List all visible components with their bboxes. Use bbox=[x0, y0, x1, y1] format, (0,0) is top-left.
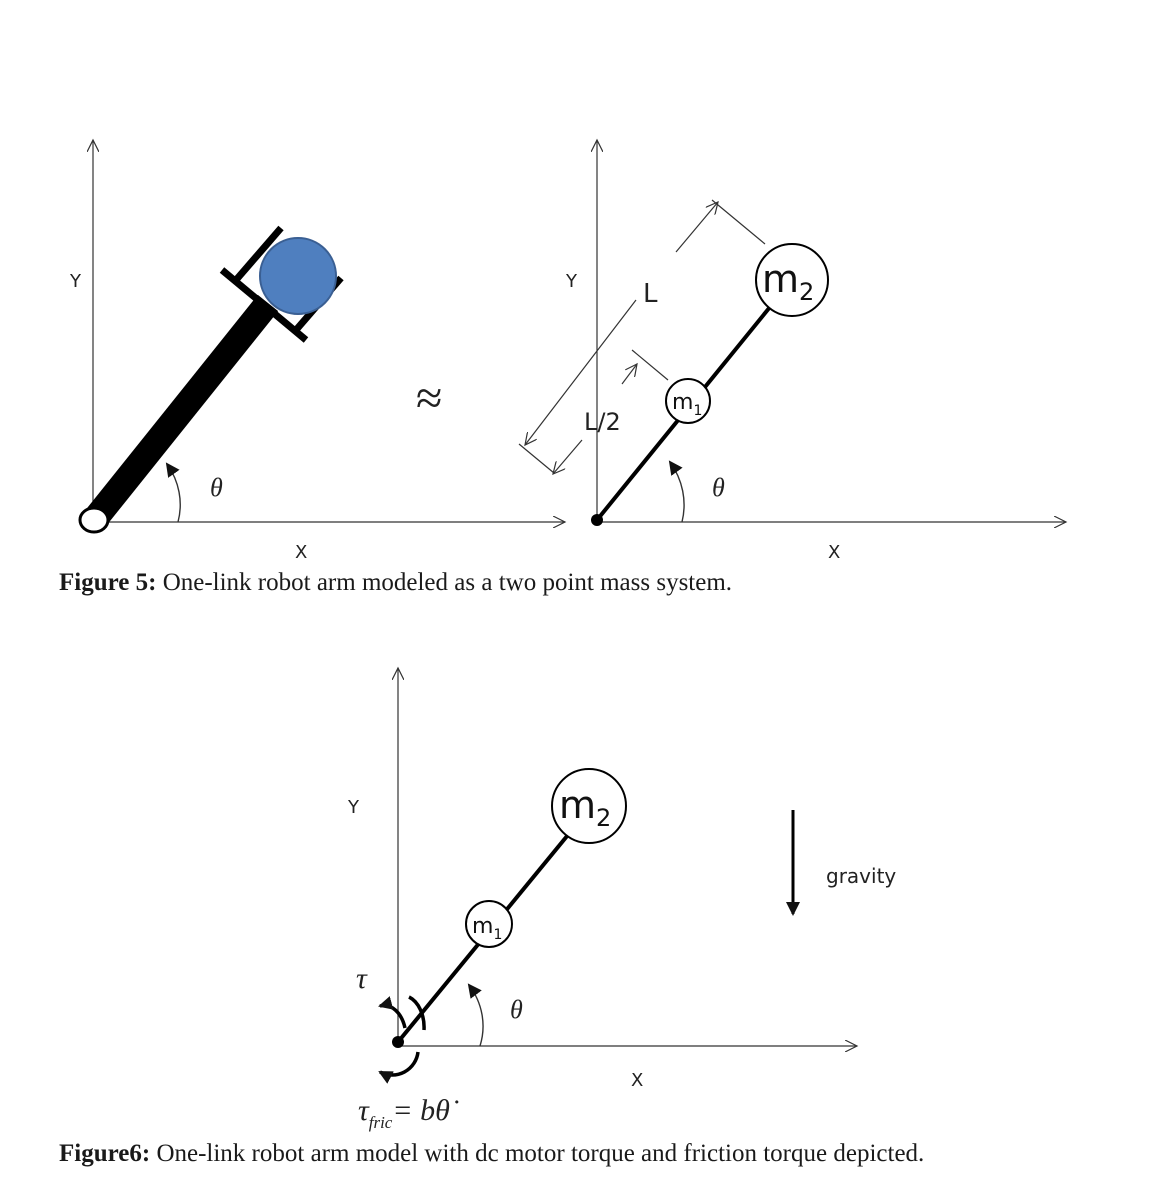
fig6-angle-arc bbox=[469, 985, 483, 1046]
fig5-L2-label: L/2 bbox=[584, 408, 621, 436]
fig6-gravity-label: gravity bbox=[826, 864, 897, 888]
figure6-caption-bold: Figure6: bbox=[59, 1140, 151, 1167]
figure5-caption-bold: Figure 5: bbox=[59, 569, 157, 596]
fig5-mass2-label: $m_2$ bbox=[762, 257, 815, 306]
fig5-right-theta: θ bbox=[712, 473, 725, 502]
fig5-payload-ball bbox=[260, 238, 336, 314]
fig5-L-label: L bbox=[643, 279, 658, 309]
fig6-mass2-label: $m_2$ bbox=[559, 783, 612, 832]
fig6-friction-arc bbox=[380, 1052, 418, 1075]
fig5-right-x-label: X bbox=[828, 542, 841, 563]
fig5-left-theta: θ bbox=[210, 473, 223, 502]
fig5-L2-dim-upper bbox=[622, 364, 637, 384]
fig6-torque-arc bbox=[380, 1005, 405, 1028]
fig6-theta: θ bbox=[510, 995, 523, 1024]
fig5-right-y-label: Y bbox=[566, 271, 577, 292]
fig5-mass1-label: $m_1$ bbox=[672, 390, 703, 419]
fig5-left-x-label: X bbox=[295, 542, 308, 563]
fig5-L-tick-end bbox=[712, 200, 765, 244]
fig5-left-y-label: Y bbox=[70, 271, 81, 292]
figure5-caption bbox=[59, 569, 732, 597]
figure6-caption-text: One-link robot arm model with dc motor torque and friction torque depicted. bbox=[150, 1140, 925, 1167]
fig6-friction-eq: $\tau_{fric}=$ bθ̇ bbox=[358, 1094, 450, 1132]
approx-symbol: ≈ bbox=[416, 372, 443, 425]
fig5-L-dim-upper bbox=[676, 202, 718, 252]
figure5-caption-text: One-link robot arm modeled as a two point mass system. bbox=[156, 569, 733, 596]
fig5-L2-dim-lower bbox=[553, 440, 582, 474]
fig5-L2-tick-end bbox=[632, 350, 668, 380]
fig6-x-label: X bbox=[631, 1070, 644, 1091]
fig6-panel bbox=[347, 668, 896, 1132]
fig6-y-label: Y bbox=[348, 797, 359, 818]
fig6-pivot bbox=[392, 1036, 404, 1048]
fig5-base-joint bbox=[80, 508, 108, 532]
fig5-robot-link bbox=[95, 303, 268, 519]
fig5-left-panel bbox=[69, 140, 565, 563]
fig5-right-pivot bbox=[591, 514, 603, 526]
figure6-caption bbox=[59, 1140, 924, 1168]
fig5-right-angle-arc bbox=[670, 462, 684, 522]
fig5-left-angle-arc bbox=[167, 464, 180, 522]
fig5-right-panel bbox=[519, 140, 1066, 563]
fig5-L-tick-base bbox=[519, 444, 554, 473]
fig6-mass1-label: $m_1$ bbox=[472, 914, 503, 943]
fig6-torque-label: τ bbox=[356, 962, 367, 995]
